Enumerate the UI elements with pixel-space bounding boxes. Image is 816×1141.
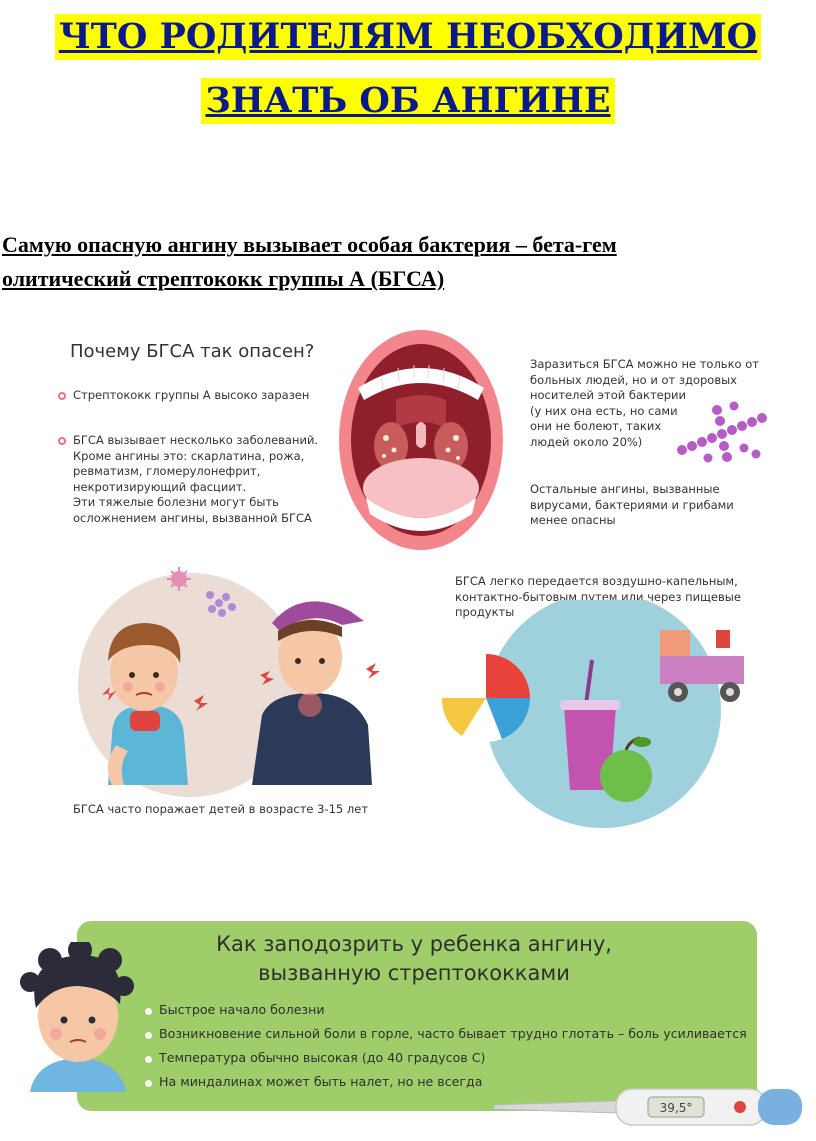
symptom-item: На миндалинах может быть налет, но не всегда [159, 1074, 483, 1089]
age-caption: БГСА часто поражает детей в возрасте 3-15 лет [73, 802, 369, 816]
contagion-line: (у них она есть, но сами [530, 403, 678, 418]
symptom-item: Возникновение сильной боли в горле, часто бывает трудно глотать – боль усиливается [159, 1026, 747, 1041]
infographic-heading: Почему БГСА так опасен? [70, 341, 315, 362]
bullet-2-line: Эти тяжелые болезни могут быть [73, 495, 279, 509]
symptom-item: Температура обычно высокая (до 40 градусов С) [159, 1050, 486, 1065]
bullet-2-line: БГСА вызывает несколько заболеваний. [73, 433, 319, 447]
subtitle-line-1: Самую опасную ангину вызывает особая бактерия – бета-гем [2, 232, 617, 257]
symptoms-heading-line-1: Как заподозрить у ребенка ангину, [216, 932, 612, 956]
bullet-2-line: Кроме ангины это: скарлатина, рожа, [73, 448, 305, 463]
page-title-2 [0, 78, 816, 124]
contagion-line: людей около 20%) [530, 434, 643, 449]
symptom-dot [145, 1008, 152, 1015]
bullet-dot-1 [58, 392, 66, 400]
transmission-line: БГСА легко передается воздушно-капельным, [455, 574, 738, 588]
symptom-item: Быстрое начало болезни [159, 1002, 325, 1017]
title-line-2: ЗНАТЬ ОБ АНГИНЕ [201, 78, 614, 124]
child-face-illustration [16, 942, 136, 1092]
bullet-2-line: некротизирующий фасциит. [73, 479, 247, 494]
other-angina-line: менее опасны [530, 513, 616, 527]
symptoms-heading [180, 930, 648, 988]
other-angina-text [530, 482, 770, 529]
transmission-line: продукты [455, 605, 515, 619]
bullet-2-line: ревматизм, гломерулонефрит, [73, 464, 261, 478]
other-angina-line: Остальные ангины, вызванные [530, 482, 720, 496]
contagion-line: больных людей, но и от здоровых [530, 372, 737, 387]
transmission-line: контактно-бытовым путем или через пищевые [455, 589, 741, 604]
bullet-1: Стрептококк группы А высоко заразен [73, 388, 310, 402]
symptoms-heading-line-2: вызванную стрептококками [258, 961, 570, 985]
symptom-dot [145, 1080, 152, 1087]
subtitle [2, 228, 814, 296]
bullet-2-line: осложнением ангины, вызванной БГСА [73, 510, 312, 525]
bacteria-icon [672, 398, 772, 470]
transmission-illustration [440, 600, 760, 832]
title-line-1: ЧТО РОДИТЕЛЯМ НЕОБХОДИМО [55, 14, 761, 60]
contagion-line: они не болеют, таких [530, 419, 662, 433]
bullet-dot-2 [58, 437, 66, 445]
contagion-line: носителей этой бактерии [530, 388, 686, 402]
subtitle-line-2: олитический стрептококк группы А (БГСА) [2, 266, 445, 291]
symptom-dot [145, 1056, 152, 1063]
ball-icon [442, 654, 530, 742]
open-mouth-illustration [336, 328, 506, 553]
page-title [0, 14, 816, 60]
other-angina-line: вирусами, бактериями и грибами [530, 497, 734, 512]
thermometer-icon [488, 1085, 804, 1129]
uvula [416, 422, 426, 448]
thermometer-reading: 39,5° [659, 1101, 693, 1115]
sick-children-illustration [72, 565, 392, 805]
bullet-2 [73, 433, 343, 526]
symptom-dot [145, 1032, 152, 1039]
contagion-line: Заразиться БГСА можно не только от [530, 357, 759, 371]
